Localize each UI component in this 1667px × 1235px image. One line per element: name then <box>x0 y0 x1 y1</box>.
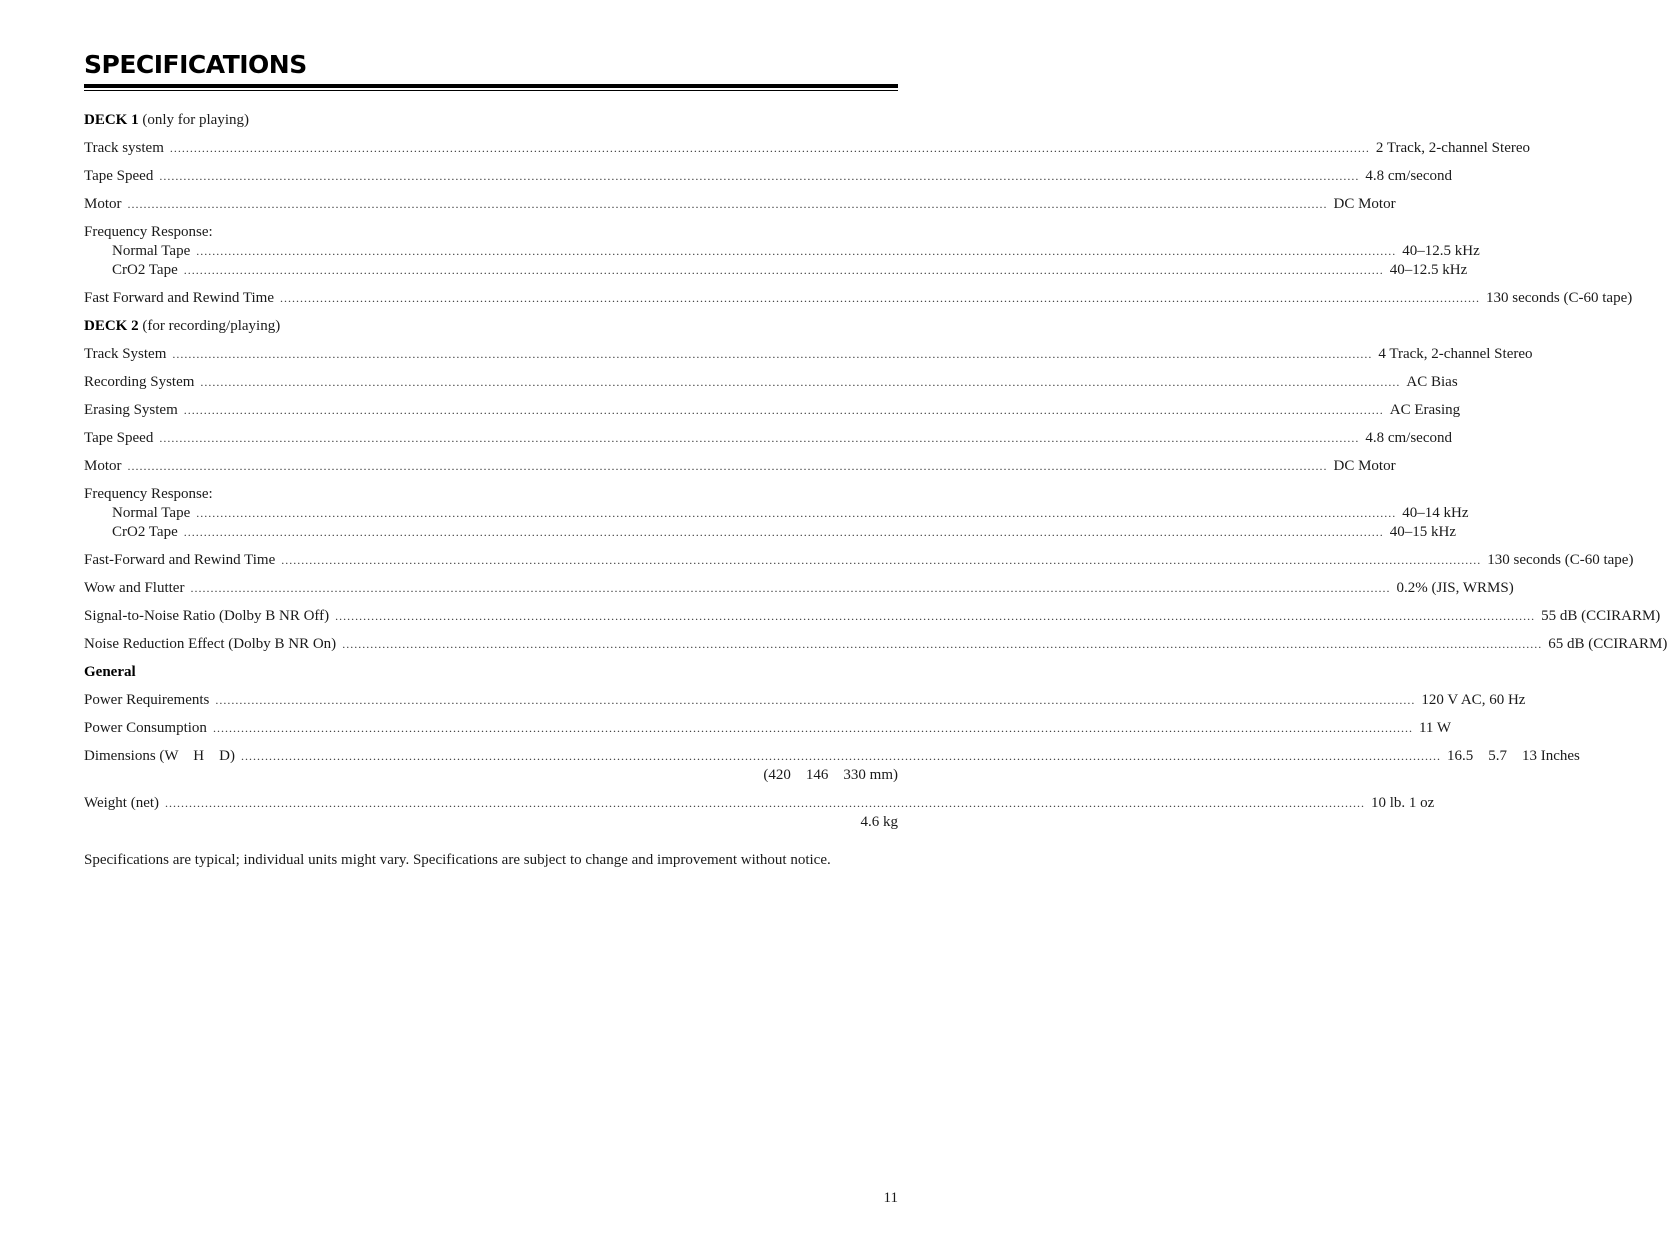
dot-leader: ............................................................................................................................................................................................................................................................................................................ <box>183 403 1384 417</box>
spec-row-dimensions <box>84 747 1580 766</box>
dot-leader: ............................................................................................................................................................................................................................................................................................................ <box>280 291 1481 305</box>
spec-label: Tape Speed <box>84 430 154 446</box>
spec-row-deck2-normal-tape <box>84 504 1469 523</box>
spec-label: CrO2 Tape <box>112 524 178 540</box>
dot-leader: ............................................................................................................................................................................................................................................................................................................ <box>172 347 1373 361</box>
dot-leader: ............................................................................................................................................................................................................................................................................................................ <box>159 169 1360 183</box>
page-number: 11 <box>883 1190 898 1206</box>
spec-value: 40–12.5 kHz <box>1402 243 1480 259</box>
spec-value: 2 Track, 2-channel Stereo <box>1375 140 1531 156</box>
spec-label: Weight (net) <box>84 795 160 811</box>
spec-label: Noise Reduction Effect (Dolby B NR On) <box>84 636 337 652</box>
dot-leader: ............................................................................................................................................................................................................................................................................................................ <box>159 431 1360 445</box>
dot-leader: ............................................................................................................................................................................................................................................................................................................ <box>169 141 1370 155</box>
dot-leader: ............................................................................................................................................................................................................................................................................................................ <box>165 796 1366 810</box>
freq-heading <box>84 223 898 242</box>
spec-value: 65 dB (CCIRARM) <box>1548 636 1667 652</box>
spec-value: AC Bias <box>1406 374 1458 390</box>
spec-row-deck2-track-system <box>84 345 1533 364</box>
spec-value: 10 lb. 1 oz <box>1371 795 1435 811</box>
spec-label: Normal Tape <box>112 505 191 521</box>
spec-row-deck2-nr-effect <box>84 635 1667 654</box>
spec-label: Motor <box>84 458 122 474</box>
spec-content <box>84 111 1667 870</box>
spec-value: 16.5 5.7 13 Inches <box>1446 748 1580 764</box>
spec-value: 40–15 kHz <box>1389 524 1456 540</box>
freq-heading <box>84 485 898 504</box>
spec-label: Normal Tape <box>112 243 191 259</box>
spec-row-deck2-motor <box>84 457 1396 476</box>
dot-leader: ............................................................................................................................................................................................................................................................................................................ <box>342 637 1543 651</box>
spec-label: Frequency Response: <box>84 486 213 502</box>
footnote: Specifications are typical; individual units might vary. Specifications are subject to change and improvement without notice. <box>84 852 831 868</box>
spec-label: Dimensions (W H D) <box>84 748 235 764</box>
dot-leader: ............................................................................................................................................................................................................................................................................................................ <box>215 693 1416 707</box>
spec-row-deck2-erasing-system <box>84 401 1461 420</box>
title-rule-thick <box>84 84 898 88</box>
spec-row-deck2-wow-flutter <box>84 579 1514 598</box>
deck2-title: DECK 2 <box>84 318 139 334</box>
deck2-heading <box>84 317 898 336</box>
spec-row-deck2-snr <box>84 607 1661 626</box>
spec-value: DC Motor <box>1333 458 1396 474</box>
spec-value: 40–14 kHz <box>1402 505 1469 521</box>
spec-row-deck1-normal-tape <box>84 242 1480 261</box>
spec-label: Power Requirements <box>84 692 210 708</box>
spec-row-weight <box>84 794 1435 813</box>
spec-row-deck2-tape-speed <box>84 429 1452 448</box>
spec-row-deck1-tape-speed <box>84 167 1452 186</box>
dot-leader: ............................................................................................................................................................................................................................................................................................................ <box>127 197 1328 211</box>
spec-label: Power Consumption <box>84 720 207 736</box>
spec-label: Track system <box>84 140 164 156</box>
spec-label: Track System <box>84 346 167 362</box>
spec-label: Wow and Flutter <box>84 580 185 596</box>
spec-row-deck2-ff-rewind <box>84 551 1634 570</box>
spec-value-secondary: 4.6 kg <box>860 814 898 830</box>
spec-row-deck1-ff-rewind <box>84 289 1633 308</box>
deck1-heading <box>84 111 898 130</box>
spec-label: Fast-Forward and Rewind Time <box>84 552 276 568</box>
spec-label: Tape Speed <box>84 168 154 184</box>
spec-label: Frequency Response: <box>84 224 213 240</box>
spec-value: 40–12.5 kHz <box>1389 262 1468 278</box>
dot-leader: ............................................................................................................................................................................................................................................................................................................ <box>190 581 1391 595</box>
spec-row-power-consumption <box>84 719 1452 738</box>
deck1-note: (only for playing) <box>142 112 249 128</box>
spec-value: 11 W <box>1418 720 1452 736</box>
spec-value: 130 seconds (C-60 tape) <box>1487 552 1634 568</box>
spec-value: 55 dB (CCIRARM) <box>1541 608 1661 624</box>
spec-row-deck1-cro2-tape <box>84 261 1468 280</box>
spec-value: 120 V AC, 60 Hz <box>1421 692 1526 708</box>
spec-value: 0.2% (JIS, WRMS) <box>1396 580 1514 596</box>
general-heading <box>84 663 898 682</box>
dot-leader: ............................................................................................................................................................................................................................................................................................................ <box>240 749 1441 763</box>
spec-value: 4.8 cm/second <box>1365 168 1452 184</box>
spec-row-deck1-motor <box>84 195 1396 214</box>
deck1-frequency-response <box>84 223 1480 280</box>
spec-value: 4 Track, 2-channel Stereo <box>1378 346 1533 362</box>
dot-leader: ............................................................................................................................................................................................................................................................................................................ <box>196 506 1397 520</box>
title-rule-thin <box>84 90 898 91</box>
spec-value: 4.8 cm/second <box>1365 430 1452 446</box>
deck2-note: (for recording/playing) <box>142 318 281 334</box>
spec-value: AC Erasing <box>1389 402 1461 418</box>
spec-label: Erasing System <box>84 402 178 418</box>
spec-group-weight <box>84 794 1435 832</box>
dot-leader: ............................................................................................................................................................................................................................................................................................................ <box>200 375 1401 389</box>
specifications-page <box>84 50 1667 870</box>
spec-value-secondary: (420 146 330 mm) <box>763 767 898 783</box>
dot-leader: ............................................................................................................................................................................................................................................................................................................ <box>127 459 1328 473</box>
dot-leader: ............................................................................................................................................................................................................................................................................................................ <box>183 263 1384 277</box>
deck2-frequency-response <box>84 485 1469 542</box>
page-title: SPECIFICATIONS <box>84 50 307 79</box>
dot-leader: ............................................................................................................................................................................................................................................................................................................ <box>281 553 1482 567</box>
spec-value: DC Motor <box>1333 196 1396 212</box>
spec-row-deck1-track-system <box>84 139 1531 158</box>
dot-leader: ............................................................................................................................................................................................................................................................................................................ <box>196 244 1397 258</box>
dot-leader: ............................................................................................................................................................................................................................................................................................................ <box>212 721 1413 735</box>
general-title: General <box>84 664 136 680</box>
spec-row-power-requirements <box>84 691 1526 710</box>
spec-group-dimensions <box>84 747 1580 785</box>
deck1-title: DECK 1 <box>84 112 139 128</box>
spec-row-deck2-recording-system <box>84 373 1458 392</box>
spec-label: CrO2 Tape <box>112 262 178 278</box>
spec-label: Fast Forward and Rewind Time <box>84 290 275 306</box>
spec-label: Recording System <box>84 374 195 390</box>
dot-leader: ............................................................................................................................................................................................................................................................................................................ <box>183 525 1384 539</box>
dot-leader: ............................................................................................................................................................................................................................................................................................................ <box>335 609 1536 623</box>
spec-value: 130 seconds (C-60 tape) <box>1486 290 1633 306</box>
spec-label: Signal-to-Noise Ratio (Dolby B NR Off) <box>84 608 330 624</box>
spec-label: Motor <box>84 196 122 212</box>
spec-row-deck2-cro2-tape <box>84 523 1456 542</box>
